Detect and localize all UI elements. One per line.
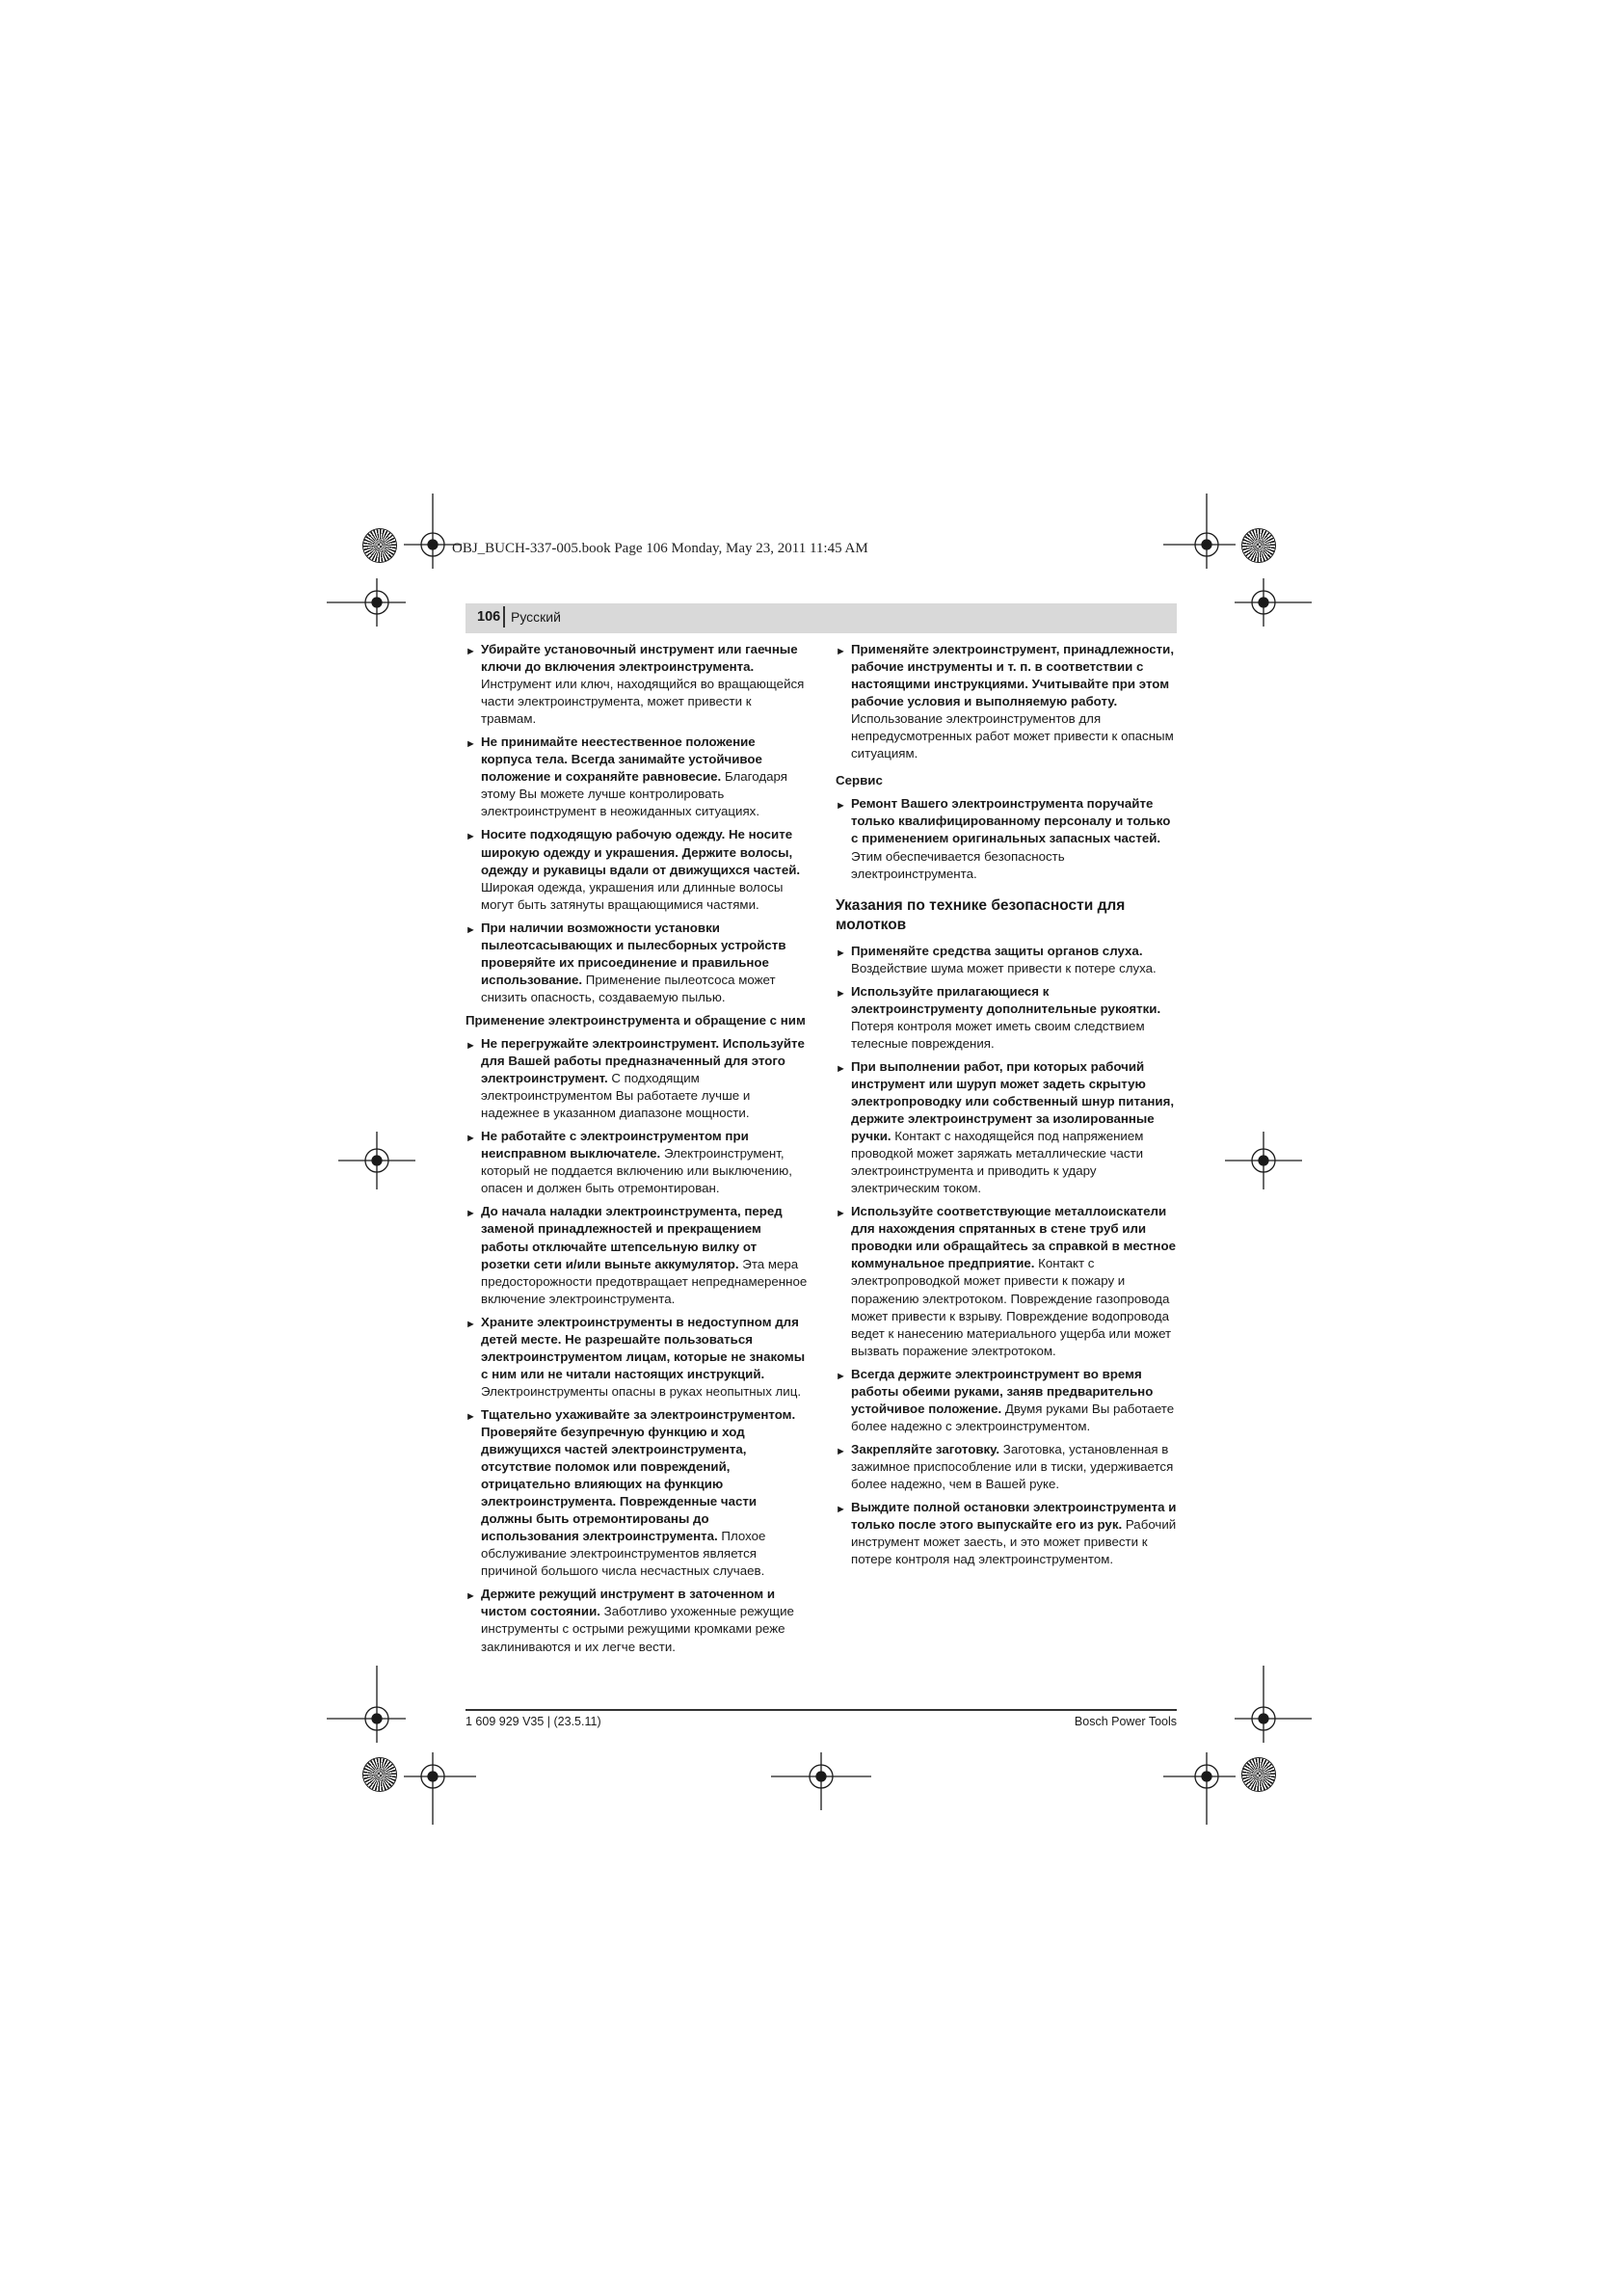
safety-instruction-item	[466, 1406, 809, 1580]
instruction-regular-text: Плохое обслуживание электроинструментов является причиной большого числа несчастных случаев.	[481, 1529, 766, 1579]
bullet-triangle-icon: ►	[836, 1208, 846, 1220]
instruction-bold-text: Носите подходящую рабочую одежду. Не носите широкую одежду и украшения. Держите волосы, одежду и рукавицы вдали от движущихся частей.	[481, 827, 801, 877]
instruction-bold-text: Убирайте установочный инструмент или гаечные ключи до включения электроинструмента.	[481, 642, 798, 675]
left-column	[466, 641, 809, 1662]
safety-instruction-item	[836, 1203, 1177, 1359]
safety-instruction-item	[466, 1203, 809, 1307]
instruction-bold-text: Используйте прилагающиеся к электроинструменту дополнительные рукоятки.	[851, 983, 1161, 1016]
print-slug-line: OBJ_BUCH-337-005.book Page 106 Monday, May 23, 2011 11:45 AM	[452, 541, 868, 556]
bullet-triangle-icon: ►	[466, 1133, 476, 1145]
instruction-regular-text: Двумя руками Вы работаете более надежно с электроинструментом.	[851, 1401, 1175, 1433]
instruction-bold-text: Храните электроинструменты в недоступном для детей месте. Не разрешайте пользоваться электроинструментом лицам, которые не знакомы с ним или не читали настоящих инструкций.	[481, 1314, 806, 1381]
instruction-regular-text: Заготовка, установленная в зажимное приспособление или в тиски, удерживается более надежно, чем в Вашей руке.	[851, 1441, 1174, 1491]
safety-instruction-item	[466, 734, 809, 820]
bullet-triangle-icon: ►	[466, 1590, 476, 1603]
instruction-bold-text: Закрепляйте заготовку.	[851, 1441, 1000, 1456]
bullet-triangle-icon: ►	[466, 1410, 476, 1423]
right-items-top	[836, 641, 1177, 762]
safety-instruction-item	[466, 1314, 809, 1401]
right-column	[836, 641, 1177, 1574]
bullet-triangle-icon: ►	[466, 738, 476, 751]
bullet-triangle-icon: ►	[466, 831, 476, 843]
instruction-bold-text: Держите режущий инструмент в заточенном и чистом состоянии.	[481, 1587, 776, 1619]
instruction-regular-text: Контакт с электропроводкой может привести к пожару и поражению электротоком. Повреждение газопровода может привести к взрыву. Повреждение водопровода ведет к нанесению материального ущерба или может вызвать поражение электротоком.	[851, 1256, 1172, 1358]
safety-instruction-item	[466, 1128, 809, 1197]
instruction-regular-text: Применение пылеотсоса может снизить опасность, создаваемую пылью.	[481, 972, 776, 1004]
bullet-triangle-icon: ►	[836, 1370, 846, 1382]
safety-instruction-item	[466, 1586, 809, 1655]
page-header-bar	[466, 603, 1177, 633]
instruction-bold-text: Применяйте электроинструмент, принадлежности, рабочие инструменты и т. п. в соответствии с настоящими инструкциями. Учитывайте при этом рабочие условия и выполняемую работу.	[851, 642, 1175, 709]
instruction-regular-text: С подходящим электроинструментом Вы работаете лучше и надежнее в указанном диапазоне мощности.	[481, 1071, 751, 1121]
instruction-regular-text: Инструмент или ключ, находящийся во вращающейся части электроинструмента, может привести к травмам.	[481, 677, 805, 727]
instruction-regular-text: Заботливо ухоженные режущие инструменты с острыми режущими кромками реже заклиниваются и их легче вести.	[481, 1604, 794, 1654]
subheading-service: Сервис	[836, 773, 883, 788]
instruction-bold-text: Используйте соответствующие металлоискатели для нахождения спрятанных в стене труб или проводки или обращайтесь за справкой в местное коммунальное предприятие.	[851, 1204, 1176, 1271]
right-items-bottom	[836, 943, 1177, 1569]
header-language: Русский	[511, 609, 561, 625]
instruction-bold-text: При выполнении работ, при которых рабочий инструмент или шуруп может задеть скрытую электропроводку или собственный шнур питания, держите электроинструмент за изолированные ручки.	[851, 1058, 1175, 1144]
safety-instruction-item	[836, 641, 1177, 762]
instruction-regular-text: Этим обеспечивается безопасность электроинструмента.	[851, 848, 1065, 881]
bullet-triangle-icon: ►	[836, 1445, 846, 1457]
instruction-regular-text: Эта мера предосторожности предотвращает непреднамеренное включение электроинструмента.	[481, 1256, 808, 1306]
subheading-power-tool-use: Применение электроинструмента и обращение с ним	[466, 1012, 806, 1028]
instruction-bold-text: До начала наладки электроинструмента, перед заменой принадлежностей и прекращением работы отключайте штепсельную вилку от розетки сети и/или выньте аккумулятор.	[481, 1204, 783, 1271]
instruction-bold-text: Не перегружайте электроинструмент. Используйте для Вашей работы предназначенный для этого электроинструмент.	[481, 1035, 805, 1086]
instruction-bold-text: Не работайте с электроинструментом при неисправном выключателе.	[481, 1129, 749, 1161]
safety-instruction-item	[466, 920, 809, 1006]
page-number: 106	[477, 609, 501, 625]
instruction-regular-text: Контакт с находящейся под напряжением проводкой может заряжать металлические части электроинструмента и приводить к удару электрическим током.	[851, 1129, 1144, 1196]
instruction-bold-text: Всегда держите электроинструмент во время работы обеими руками, заняв предварительно устойчивое положение.	[851, 1366, 1154, 1416]
safety-instruction-item	[836, 1058, 1177, 1197]
bullet-triangle-icon: ►	[466, 1039, 476, 1052]
instruction-regular-text: Благодаря этому Вы можете лучше контролировать электроинструмент в неожиданных ситуациях.	[481, 769, 787, 819]
left-items-bottom	[466, 1035, 809, 1656]
safety-instruction-item	[836, 943, 1177, 977]
safety-instruction-item	[466, 826, 809, 913]
instruction-regular-text: Использование электроинструментов для непредусмотренных работ может привести к опасным ситуациям.	[851, 711, 1174, 761]
instruction-bold-text: Применяйте средства защиты органов слуха.	[851, 943, 1143, 958]
instruction-regular-text: Широкая одежда, украшения или длинные волосы могут быть затянуты вращающимися частями.	[481, 879, 784, 912]
footer-doc-number: 1 609 929 V35 | (23.5.11)	[466, 1715, 601, 1728]
safety-instruction-item	[836, 983, 1177, 1053]
instruction-regular-text: Электроинструменты опасны в руках неопытных лиц.	[481, 1383, 802, 1399]
footer-rule	[466, 1709, 1177, 1711]
safety-instruction-item	[836, 795, 1177, 882]
instruction-regular-text: Электроинструмент, который не поддается включению или выключению, опасен и должен быть отремонтирован.	[481, 1146, 792, 1196]
instruction-bold-text: Не принимайте неестественное положение корпуса тела. Всегда занимайте устойчивое положение и сохраняйте равновесие.	[481, 734, 762, 785]
instruction-bold-text: При наличии возможности установки пылеотсасывающих и пылесборных устройств проверяйте их присоединение и правильное использование.	[481, 920, 786, 987]
instruction-bold-text: Выждите полной остановки электроинструмента и только после этого выпускайте его из рук.	[851, 1500, 1177, 1533]
safety-instruction-item	[836, 1499, 1177, 1568]
bullet-triangle-icon: ►	[466, 646, 476, 657]
instruction-regular-text: Потеря контроля может иметь своим следствием телесные повреждения.	[851, 1018, 1145, 1051]
instruction-bold-text: Ремонт Вашего электроинструмента поручайте только квалифицированному персоналу и только с применением оригинальных запасных частей.	[851, 796, 1171, 846]
safety-instruction-item	[466, 1035, 809, 1122]
safety-instruction-item	[466, 641, 809, 728]
instruction-bold-text: Тщательно ухаживайте за электроинструментом. Проверяйте безупречную функцию и ход движущихся частей электроинструмента, отсутствие поломок или повреждений, отрицательно влияющих на функцию электроинструмента. Поврежденные части должны быть отремонтированы до использования электроинструмента.	[481, 1406, 796, 1544]
bullet-triangle-icon: ►	[466, 923, 476, 936]
header-separator	[503, 606, 505, 627]
bullet-triangle-icon: ►	[836, 646, 846, 657]
footer-brand: Bosch Power Tools	[1074, 1715, 1177, 1728]
instruction-regular-text: Воздействие шума может привести к потере слуха.	[851, 960, 1157, 975]
right-items-service	[836, 795, 1177, 882]
section-heading-hammer-safety: Указания по технике безопасности для молотков	[836, 896, 1126, 933]
bullet-triangle-icon: ►	[466, 1208, 476, 1220]
left-items-top	[466, 641, 809, 1006]
bullet-triangle-icon: ►	[836, 1062, 846, 1075]
safety-instruction-item	[836, 1366, 1177, 1435]
instruction-regular-text: Рабочий инструмент может заесть, и это может привести к потере контроля над электроинструментом.	[851, 1517, 1177, 1567]
safety-instruction-item	[836, 1441, 1177, 1493]
bullet-triangle-icon: ►	[836, 987, 846, 1000]
bullet-triangle-icon: ►	[836, 800, 846, 813]
bullet-triangle-icon: ►	[466, 1318, 476, 1330]
bullet-triangle-icon: ►	[836, 1504, 846, 1516]
bullet-triangle-icon: ►	[836, 947, 846, 959]
